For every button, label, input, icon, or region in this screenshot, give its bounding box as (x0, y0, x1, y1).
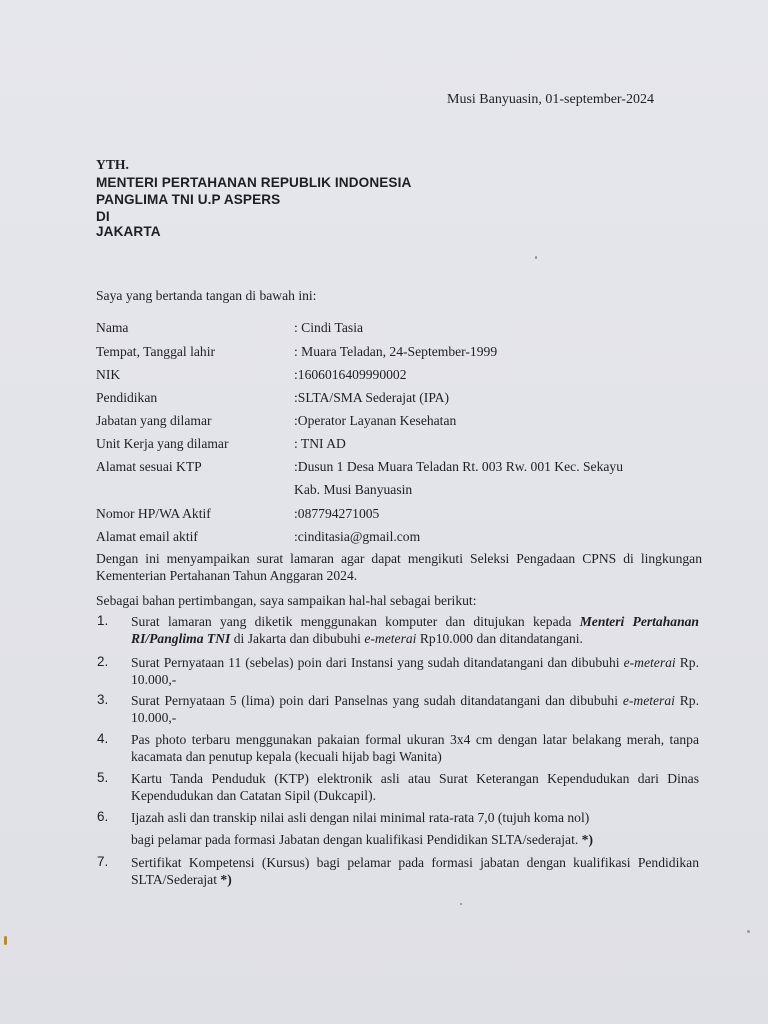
item-number: 2. (97, 654, 109, 669)
field-value-nomor-hp: :087794271005 (294, 506, 380, 521)
list-intro: Sebagai bahan pertimbangan, saya sampaikan hal-hal sebagai berikut: (96, 593, 477, 608)
scan-speck (747, 930, 750, 933)
list-item: Pas photo terbaru menggunakan pakaian formal ukuran 3x4 cm dengan latar belakang merah, tanpa kacamata dan penutup kepala (kecuali hijab bagi Wanita) (131, 732, 699, 764)
field-label-alamat-ktp: Alamat sesuai KTP (96, 459, 202, 474)
item-number: 5. (97, 770, 109, 785)
list-item: Ijazah asli dan transkip nilai asli dengan nilai minimal rata-rata 7,0 (tujuh koma nol) (131, 810, 590, 825)
list-item: Sertifikat Kompetensi (Kursus) bagi pelamar pada formasi jabatan dengan kualifikasi Pendidikan SLTA/Sederajat *) (131, 855, 699, 887)
field-value-ttl: : Muara Teladan, 24-September-1999 (294, 344, 498, 359)
item-number: 7. (97, 854, 109, 869)
field-value-jabatan: :Operator Layanan Kesehatan (294, 413, 457, 428)
scan-speck (4, 936, 7, 945)
field-label-nama: Nama (96, 320, 129, 335)
scan-speck (535, 256, 537, 259)
recipient-line-3: DI (96, 209, 110, 224)
field-label-unit-kerja: Unit Kerja yang dilamar (96, 436, 229, 451)
field-label-pendidikan: Pendidikan (96, 390, 158, 405)
scan-speck (460, 903, 462, 905)
item-number: 3. (97, 692, 109, 707)
field-value-unit-kerja: : TNI AD (294, 436, 346, 451)
list-item: Surat lamaran yang diketik menggunakan komputer dan ditujukan kepada Menteri Pertahanan RI/Panglima TNI di Jakarta dan dibubuhi e-meterai Rp10.000 dan ditandatangani. (131, 614, 699, 646)
field-label-email: Alamat email aktif (96, 529, 198, 544)
list-item-continuation: bagi pelamar pada formasi Jabatan dengan kualifikasi Pendidikan SLTA/sederajat. *) (131, 832, 593, 847)
salutation: YTH. (96, 157, 129, 172)
field-value-alamat-ktp-cont: Kab. Musi Banyuasin (294, 482, 413, 497)
recipient-line-4: JAKARTA (96, 224, 161, 239)
field-value-alamat-ktp: :Dusun 1 Desa Muara Teladan Rt. 003 Rw. 001 Kec. Sekayu (294, 459, 624, 474)
list-item: Surat Pernyataan 5 (lima) poin dari Panselnas yang sudah ditandatangani dan dibubuhi e-meterai Rp. 10.000,- (131, 693, 699, 725)
item-number: 6. (97, 809, 109, 824)
intro-text: Saya yang bertanda tangan di bawah ini: (96, 288, 317, 303)
date-line: Musi Banyuasin, 01-september-2024 (447, 92, 654, 107)
item-number: 1. (97, 613, 109, 628)
field-label-nomor-hp: Nomor HP/WA Aktif (96, 506, 211, 521)
field-value-nama: : Cindi Tasia (294, 320, 364, 335)
list-item: Surat Pernyataan 11 (sebelas) poin dari Instansi yang sudah ditandatangani dan dibubuhi e-meterai Rp. 10.000,- (131, 655, 699, 687)
field-label-ttl: Tempat, Tanggal lahir (96, 344, 216, 359)
field-value-pendidikan: :SLTA/SMA Sederajat (IPA) (294, 390, 449, 405)
field-label-nik: NIK (96, 367, 121, 382)
list-item: Kartu Tanda Penduduk (KTP) elektronik asli atau Surat Keterangan Kependudukan dari Dinas Kependudukan dan Catatan Sipil (Dukcapil). (131, 771, 699, 803)
recipient-line-1: MENTERI PERTAHANAN REPUBLIK INDONESIA (96, 175, 412, 190)
item-number: 4. (97, 731, 109, 746)
recipient-line-2: PANGLIMA TNI U.P ASPERS (96, 192, 281, 207)
field-value-nik: :1606016409990002 (294, 367, 407, 382)
statement-paragraph: Dengan ini menyampaikan surat lamaran agar dapat mengikuti Seleksi Pengadaan CPNS di lingkungan Kementerian Pertahanan Tahun Anggaran 2024. (96, 551, 702, 583)
field-value-email: :cinditasia@gmail.com (294, 529, 421, 544)
field-label-jabatan: Jabatan yang dilamar (96, 413, 212, 428)
